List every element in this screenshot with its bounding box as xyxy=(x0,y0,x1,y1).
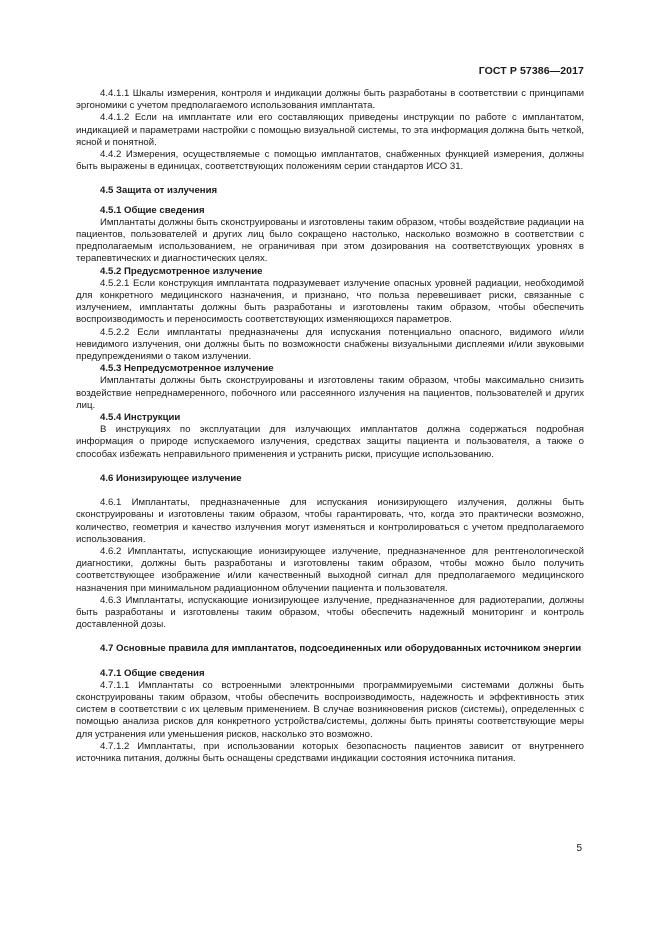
paragraph: 4.4.1.2 Если на имплантате или его составляющих приведены инструкции по работе с имплантатом, индикацией и параметрами настройки с помощью визуальной системы, то эта информация должна быть четкой, ясной и понятной. xyxy=(76,112,584,148)
paragraph: 4.5.2.2 Если имплантаты предназначены для испускания потенциально опасного, видимого и/или невидимого излучения, они должны быть по возможности снабжены визуальными дисплеями и/или звуковыми предупреждениями о таком излучении. xyxy=(76,326,584,363)
section-heading: 4.5.4 Инструкции xyxy=(100,412,181,424)
paragraph: Имплантаты должны быть сконструированы и изготовлены таким образом, чтобы максимально снизить воздействие непреднамеренного, побочного или рассеянного излучения на пациентов, пользователей и других лиц. xyxy=(76,375,584,411)
section-heading: 4.5.1 Общие сведения xyxy=(100,204,205,216)
section-heading: 4.6 Ионизирующее излучение xyxy=(100,472,242,484)
paragraph: 4.6.3 Имплантаты, испускающие ионизирующее излучение, предназначенное для радиотерапии, должны быть разработаны и изготовлены таким образом, чтобы обеспечить надежный мониторинг и контроль доставленной дозы. xyxy=(76,594,584,631)
section-heading: 4.7.1 Общие сведения xyxy=(100,667,205,679)
paragraph: В инструкциях по эксплуатации для излучающих имплантатов должна содержаться подробная информация о природе испускаемого излучения, средствах защиты пациента и пользователя, а также о способах избежать неправильного применения и устранить риски, присущие использованию. xyxy=(76,424,584,460)
spacer xyxy=(76,656,584,668)
paragraph: 4.7.1.2 Имплантаты, при использовании которых безопасность пациентов зависит от внутреннего источника питания, должны быть оснащены средствами индикации состояния источника питания. xyxy=(76,740,584,764)
document-body xyxy=(76,88,584,765)
paragraph: 4.4.2 Измерения, осуществляемые с помощью имплантатов, снабженных функцией измерения, должны быть выражены в единицах, соответствующих положениям серии стандартов ИСО 31. xyxy=(76,149,584,173)
paragraph: Имплантаты должны быть сконструированы и изготовлены таким образом, чтобы воздействие радиации на пациентов, пользователей и других лиц было сокращено настолько, насколько возможно в соответствии с предполагаемым использованием, не ограничивая при этом дозирования на соответствующих уровнях в терапевтических и диагностических целях. xyxy=(76,216,584,265)
spacer xyxy=(76,198,584,205)
page-number: 5 xyxy=(576,843,582,854)
spacer xyxy=(76,631,584,643)
section-heading: 4.5 Защита от излучения xyxy=(100,185,218,197)
section-heading: 4.5.3 Непредусмотренное излучение xyxy=(100,363,274,375)
paragraph: 4.4.1.1 Шкалы измерения, контроля и индикации должны быть разработаны в соответствии с принципами эргономики с учетом предполагаемого использования имплантата. xyxy=(76,88,584,112)
paragraph: 4.6.1 Имплантаты, предназначенные для испускания ионизирующего излучения, должны быть сконструированы и изготовлены таким образом, чтобы гарантировать, что, когда это практически возможно, количество, геометрия и качество излучения могут изменяться и контролироваться с учетом предполагаемого использования. xyxy=(76,497,584,545)
paragraph: 4.7.1.1 Имплантаты со встроенными электронными программируемыми системами должны быть сконструированы таким образом, чтобы обеспечить воспроизводимость, надежность и эффективность этих систем в соответствии с их целевым применением. В случае возникновения рисков (системы), определенных с помощью анализа рисков для конкретного устройства/системы, должны быть приняты соответствующие меры для устранения или уменьшения рисков, насколько это возможно. xyxy=(76,679,584,740)
spacer xyxy=(76,461,584,473)
spacer xyxy=(76,173,584,185)
paragraph: 4.6.2 Имплантаты, испускающие ионизирующее излучение, предназначенное для рентгенологической диагностики, должны быть разработаны и изготовлены таким образом, чтобы можно было получить соответствующее изображение и/или качественный выходной сигнал для предполагаемого медицинского назначения при минимальном радиационном облучении пациента и пользователя. xyxy=(76,545,584,594)
standard-header: ГОСТ Р 57386—2017 xyxy=(478,65,584,77)
section-heading: 4.7 Основные правила для имплантатов, подсоединенных или оборудованных источником энергии xyxy=(100,643,582,655)
section-heading: 4.5.2 Предусмотренное излучение xyxy=(100,265,263,277)
paragraph: 4.5.2.1 Если конструкция имплантата подразумевает излучение опасных уровней радиации, необходимой для конкретного медицинского назначения, и признано, что польза перевешивает риски, связанные с излучением, имплантаты должны быть разработаны и изготовлены таким образом, чтобы обеспечить воспроизводимость и переносимость соответствующих изменяющихся параметров. xyxy=(76,277,584,326)
spacer xyxy=(76,485,584,497)
